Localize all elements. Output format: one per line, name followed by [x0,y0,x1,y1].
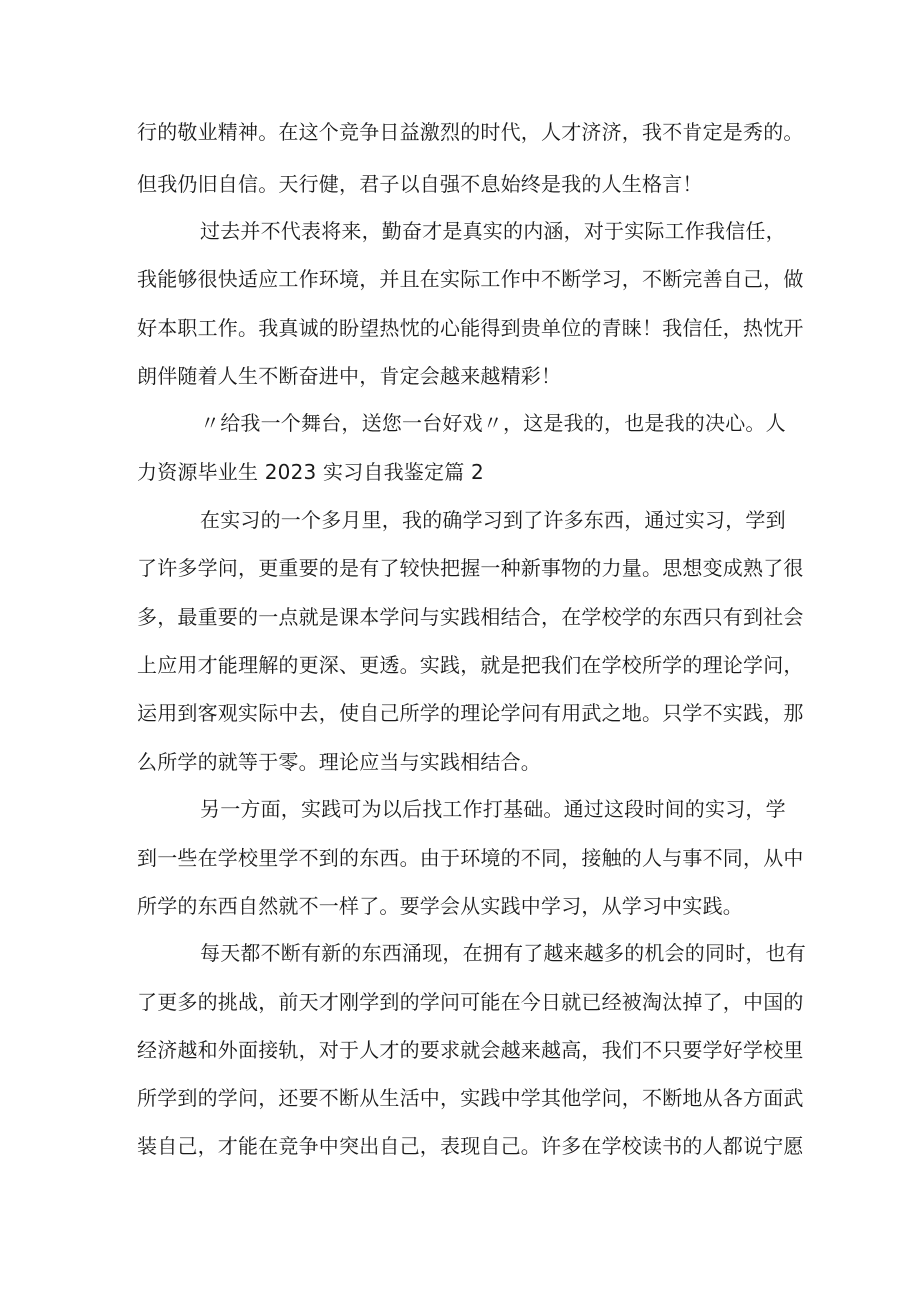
text-line: 了许多学问，更重要的是有了较快把握一种新事物的力量。思想变成熟了很 [137,556,804,580]
paragraph-first-line: 〃给我一个舞台，送您一台好戏〃，这是我的，也是我的决心。人 [200,411,786,435]
text-line: 多，最重要的一点就是课本学问与实践相结合，在学校学的东西只有到社会 [137,605,804,629]
text-line: 我能够很快适应工作环境，并且在实际工作中不断学习，不断完善自己，做 [137,267,804,291]
text-line: 运用到客观实际中去，使自己所学的理论学问有用武之地。只学不实践，那 [137,701,804,725]
text-line: 经济越和外面接轨，对于人才的要求就会越来越高，我们不只要学好学校里 [137,1038,804,1062]
text-line: 好本职工作。我真诚的盼望热忱的心能得到贵单位的青睐！我信任，热忱开 [137,316,804,340]
text-line: 但我仍旧自信。天行健，君子以自强不息始终是我的人生格言！ [137,172,703,196]
text-line: 到一些在学校里学不到的东西。由于环境的不同，接触的人与事不同，从中 [137,846,804,870]
paragraph-first-line: 每天都不断有新的东西涌现，在拥有了越来越多的机会的同时，也有 [200,941,806,965]
paragraph-first-line: 在实习的一个多月里，我的确学习到了许多东西，通过实习，学到 [200,508,786,532]
text-line: 所学的东西自然就不一样了。要学会从实践中学习，从学习中实践。 [137,894,743,918]
paragraph-first-line: 另一方面，实践可为以后找工作打基础。通过这段时间的实习，学 [200,797,786,821]
text-line: 行的敬业精神。在这个竞争日益激烈的时代，人才济济，我不肯定是秀的。 [137,120,804,144]
paragraph-first-line: 过去并不代表将来，勤奋才是真实的内涵，对于实际工作我信任， [200,219,786,243]
text-line: 所学到的学问，还要不断从生活中，实践中学其他学问，不断地从各方面武 [137,1086,804,1110]
text-line: 么所学的就等于零。理论应当与实践相结合。 [137,750,541,774]
text-line: 上应用才能理解的更深、更透。实践，就是把我们在学校所学的理论学问， [137,653,804,677]
section-heading-line: 力资源毕业生 2023 实习自我鉴定篇 2 [137,460,484,484]
text-line: 了更多的挑战，前天才刚学到的学问可能在今日就已经被淘汰掉了，中国的 [137,990,804,1014]
text-line: 装自己，才能在竞争中突出自己，表现自己。许多在学校读书的人都说宁愿 [137,1134,804,1158]
text-line: 朗伴随着人生不断奋进中，肯定会越来越精彩！ [137,364,562,388]
